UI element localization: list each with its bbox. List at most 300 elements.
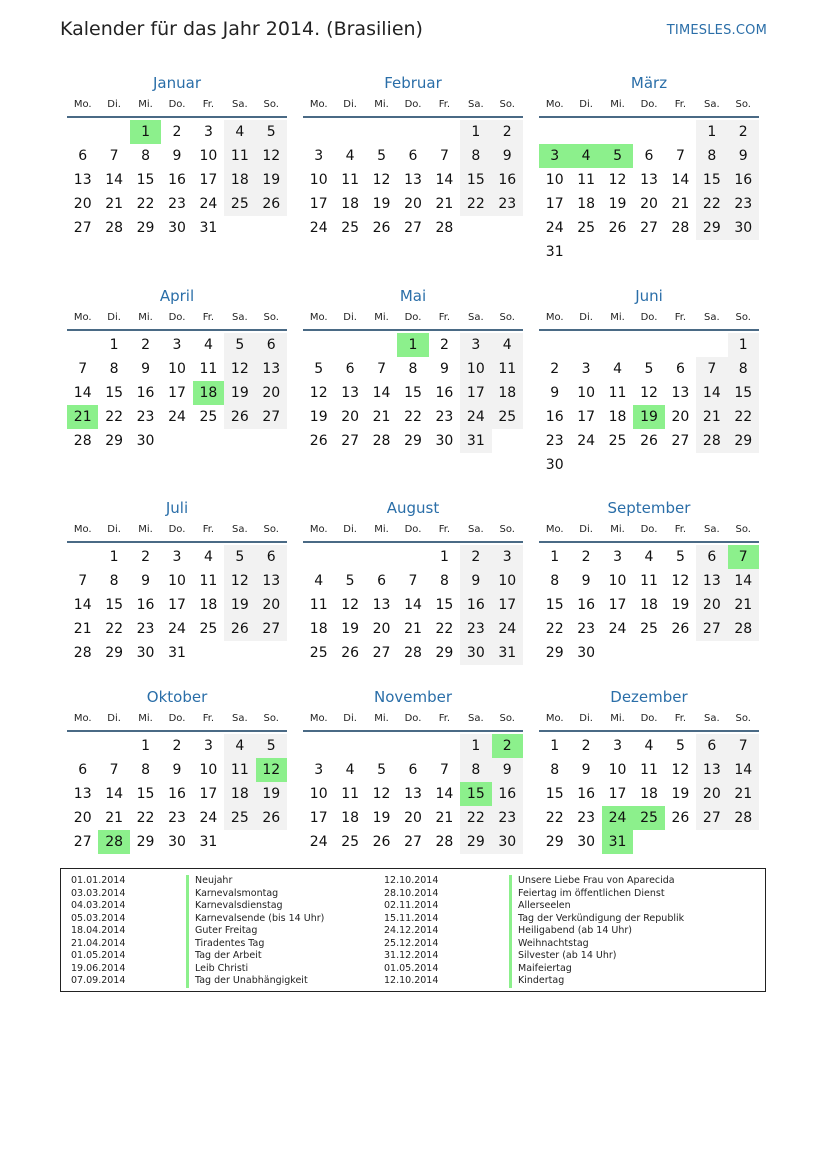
- day-cell[interactable]: 2: [141, 549, 151, 565]
- day-cell[interactable]: 11: [577, 172, 596, 188]
- day-cell[interactable]: 11: [341, 786, 360, 802]
- day-cell[interactable]: 12: [608, 172, 627, 188]
- day-cell[interactable]: 21: [671, 196, 690, 212]
- day-cell[interactable]: 4: [203, 549, 213, 565]
- day-cell[interactable]: 5: [314, 361, 324, 377]
- day-cell[interactable]: 9: [492, 758, 523, 782]
- day-cell[interactable]: 30: [460, 641, 491, 665]
- day-cell[interactable]: 15: [404, 385, 422, 401]
- day-cell[interactable]: 22: [105, 621, 124, 637]
- day-cell-holiday[interactable]: 3: [539, 144, 570, 168]
- day-cell[interactable]: 14: [728, 758, 759, 782]
- day-cell[interactable]: 15: [728, 381, 759, 405]
- day-cell[interactable]: 6: [696, 734, 727, 758]
- day-cell[interactable]: 11: [640, 573, 658, 589]
- day-cell[interactable]: 27: [372, 645, 391, 661]
- day-cell[interactable]: 5: [256, 734, 287, 758]
- day-cell[interactable]: 7: [439, 762, 449, 778]
- day-cell[interactable]: 11: [640, 762, 658, 778]
- day-cell[interactable]: 25: [608, 433, 627, 449]
- day-cell[interactable]: 19: [224, 381, 255, 405]
- day-cell[interactable]: 12: [256, 144, 287, 168]
- day-cell[interactable]: 6: [408, 762, 418, 778]
- day-cell[interactable]: 26: [671, 810, 690, 826]
- day-cell[interactable]: 24: [608, 621, 627, 637]
- day-cell-holiday[interactable]: 2: [492, 734, 523, 758]
- day-cell[interactable]: 26: [671, 621, 690, 637]
- day-cell[interactable]: 5: [256, 120, 287, 144]
- day-cell[interactable]: 6: [644, 148, 654, 164]
- day-cell[interactable]: 19: [256, 782, 287, 806]
- day-cell-holiday[interactable]: 7: [728, 545, 759, 569]
- day-cell[interactable]: 20: [640, 196, 658, 212]
- day-cell-holiday[interactable]: 12: [256, 758, 287, 782]
- day-cell[interactable]: 12: [224, 569, 255, 593]
- day-cell[interactable]: 18: [199, 597, 218, 613]
- day-cell[interactable]: 9: [728, 144, 759, 168]
- day-cell[interactable]: 31: [199, 834, 218, 850]
- day-cell[interactable]: 14: [696, 381, 727, 405]
- day-cell-holiday[interactable]: 21: [67, 405, 98, 429]
- day-cell[interactable]: 4: [314, 573, 324, 589]
- day-cell[interactable]: 17: [608, 786, 627, 802]
- day-cell[interactable]: 3: [172, 549, 182, 565]
- day-cell[interactable]: 18: [492, 381, 523, 405]
- day-cell[interactable]: 26: [256, 806, 287, 830]
- day-cell[interactable]: 29: [136, 220, 155, 236]
- day-cell[interactable]: 31: [168, 645, 186, 661]
- day-cell[interactable]: 12: [309, 385, 328, 401]
- day-cell[interactable]: 14: [372, 385, 391, 401]
- day-cell[interactable]: 15: [105, 385, 124, 401]
- day-cell[interactable]: 4: [345, 762, 355, 778]
- day-cell[interactable]: 8: [460, 144, 491, 168]
- day-cell[interactable]: 21: [728, 782, 759, 806]
- day-cell[interactable]: 16: [435, 385, 454, 401]
- day-cell-holiday[interactable]: 19: [633, 405, 664, 429]
- day-cell[interactable]: 16: [545, 409, 564, 425]
- day-cell[interactable]: 11: [309, 597, 328, 613]
- day-cell[interactable]: 3: [314, 762, 324, 778]
- day-cell[interactable]: 9: [492, 144, 523, 168]
- day-cell[interactable]: 19: [224, 593, 255, 617]
- day-cell-holiday[interactable]: 25: [633, 806, 664, 830]
- day-cell[interactable]: 26: [640, 433, 658, 449]
- day-cell[interactable]: 21: [105, 196, 124, 212]
- day-cell[interactable]: 8: [141, 148, 151, 164]
- day-cell[interactable]: 3: [613, 549, 623, 565]
- day-cell[interactable]: 4: [345, 148, 355, 164]
- day-cell-holiday[interactable]: 1: [130, 120, 161, 144]
- day-cell[interactable]: 16: [492, 168, 523, 192]
- day-cell[interactable]: 26: [372, 220, 391, 236]
- day-cell[interactable]: 29: [545, 834, 564, 850]
- day-cell[interactable]: 27: [671, 433, 690, 449]
- day-cell[interactable]: 9: [172, 148, 182, 164]
- day-cell[interactable]: 4: [224, 120, 255, 144]
- day-cell[interactable]: 30: [168, 220, 186, 236]
- day-cell[interactable]: 11: [608, 385, 627, 401]
- day-cell-holiday[interactable]: 18: [193, 381, 224, 405]
- day-cell[interactable]: 16: [460, 593, 491, 617]
- day-cell[interactable]: 3: [613, 738, 623, 754]
- day-cell[interactable]: 5: [675, 549, 685, 565]
- day-cell[interactable]: 28: [73, 433, 92, 449]
- day-cell[interactable]: 31: [199, 220, 218, 236]
- day-cell[interactable]: 28: [404, 645, 422, 661]
- day-cell[interactable]: 22: [460, 192, 491, 216]
- day-cell[interactable]: 25: [341, 220, 360, 236]
- day-cell[interactable]: 19: [341, 621, 360, 637]
- day-cell[interactable]: 30: [728, 216, 759, 240]
- day-cell[interactable]: 31: [492, 641, 523, 665]
- day-cell[interactable]: 23: [492, 192, 523, 216]
- day-cell[interactable]: 12: [372, 786, 391, 802]
- day-cell[interactable]: 6: [256, 333, 287, 357]
- day-cell[interactable]: 17: [309, 810, 328, 826]
- day-cell[interactable]: 10: [199, 762, 218, 778]
- day-cell[interactable]: 25: [224, 192, 255, 216]
- brand-link[interactable]: TIMESLES.COM: [666, 23, 767, 38]
- day-cell[interactable]: 9: [581, 573, 591, 589]
- day-cell[interactable]: 8: [728, 357, 759, 381]
- day-cell[interactable]: 8: [460, 758, 491, 782]
- day-cell[interactable]: 30: [435, 433, 454, 449]
- day-cell[interactable]: 17: [608, 597, 627, 613]
- day-cell[interactable]: 4: [613, 361, 623, 377]
- day-cell[interactable]: 6: [345, 361, 355, 377]
- day-cell[interactable]: 18: [341, 196, 360, 212]
- day-cell[interactable]: 27: [256, 405, 287, 429]
- day-cell[interactable]: 4: [644, 738, 654, 754]
- day-cell[interactable]: 10: [309, 172, 328, 188]
- day-cell[interactable]: 21: [435, 196, 454, 212]
- day-cell[interactable]: 9: [581, 762, 591, 778]
- day-cell[interactable]: 28: [73, 645, 92, 661]
- day-cell[interactable]: 28: [435, 834, 454, 850]
- day-cell[interactable]: 3: [492, 545, 523, 569]
- day-cell[interactable]: 1: [550, 738, 560, 754]
- day-cell[interactable]: 29: [105, 645, 124, 661]
- day-cell[interactable]: 17: [460, 381, 491, 405]
- day-cell[interactable]: 18: [341, 810, 360, 826]
- day-cell[interactable]: 23: [136, 409, 155, 425]
- day-cell[interactable]: 16: [136, 597, 155, 613]
- day-cell[interactable]: 19: [671, 786, 690, 802]
- day-cell[interactable]: 21: [372, 409, 391, 425]
- day-cell[interactable]: 26: [224, 617, 255, 641]
- day-cell[interactable]: 3: [314, 148, 324, 164]
- day-cell[interactable]: 1: [109, 337, 119, 353]
- day-cell[interactable]: 25: [224, 806, 255, 830]
- day-cell[interactable]: 19: [608, 196, 627, 212]
- day-cell[interactable]: 19: [309, 409, 328, 425]
- day-cell[interactable]: 20: [256, 593, 287, 617]
- day-cell[interactable]: 26: [608, 220, 627, 236]
- day-cell[interactable]: 8: [109, 573, 119, 589]
- day-cell-holiday[interactable]: 4: [570, 144, 601, 168]
- day-cell[interactable]: 11: [224, 758, 255, 782]
- day-cell[interactable]: 28: [435, 220, 454, 236]
- day-cell[interactable]: 4: [203, 337, 213, 353]
- day-cell[interactable]: 6: [696, 545, 727, 569]
- day-cell[interactable]: 25: [492, 405, 523, 429]
- day-cell[interactable]: 22: [136, 196, 155, 212]
- day-cell[interactable]: 17: [545, 196, 564, 212]
- day-cell[interactable]: 10: [608, 573, 627, 589]
- day-cell[interactable]: 21: [404, 621, 422, 637]
- day-cell[interactable]: 15: [435, 597, 454, 613]
- day-cell[interactable]: 12: [640, 385, 658, 401]
- day-cell[interactable]: 14: [404, 597, 422, 613]
- day-cell[interactable]: 10: [492, 569, 523, 593]
- day-cell[interactable]: 14: [671, 172, 690, 188]
- day-cell[interactable]: 29: [545, 645, 564, 661]
- day-cell[interactable]: 29: [105, 433, 124, 449]
- day-cell[interactable]: 16: [168, 172, 186, 188]
- day-cell-holiday[interactable]: 1: [397, 333, 428, 357]
- day-cell[interactable]: 10: [545, 172, 564, 188]
- day-cell[interactable]: 18: [224, 168, 255, 192]
- day-cell[interactable]: 27: [404, 834, 422, 850]
- day-cell[interactable]: 6: [78, 148, 88, 164]
- day-cell[interactable]: 18: [577, 196, 596, 212]
- day-cell[interactable]: 8: [408, 361, 418, 377]
- day-cell[interactable]: 22: [728, 405, 759, 429]
- day-cell[interactable]: 16: [136, 385, 155, 401]
- day-cell[interactable]: 5: [224, 333, 255, 357]
- day-cell[interactable]: 2: [460, 545, 491, 569]
- day-cell[interactable]: 13: [372, 597, 391, 613]
- day-cell[interactable]: 4: [492, 333, 523, 357]
- day-cell[interactable]: 28: [372, 433, 391, 449]
- day-cell[interactable]: 7: [109, 762, 119, 778]
- day-cell[interactable]: 21: [696, 405, 727, 429]
- day-cell[interactable]: 5: [224, 545, 255, 569]
- day-cell[interactable]: 19: [372, 196, 391, 212]
- day-cell[interactable]: 10: [608, 762, 627, 778]
- day-cell[interactable]: 8: [141, 762, 151, 778]
- day-cell[interactable]: 1: [141, 738, 151, 754]
- day-cell-holiday[interactable]: 24: [602, 806, 633, 830]
- day-cell[interactable]: 27: [404, 220, 422, 236]
- day-cell[interactable]: 24: [460, 405, 491, 429]
- day-cell[interactable]: 17: [199, 172, 218, 188]
- day-cell[interactable]: 11: [492, 357, 523, 381]
- day-cell[interactable]: 22: [404, 409, 422, 425]
- day-cell[interactable]: 3: [581, 361, 591, 377]
- day-cell[interactable]: 20: [404, 196, 422, 212]
- day-cell[interactable]: 2: [492, 120, 523, 144]
- day-cell[interactable]: 2: [439, 337, 449, 353]
- day-cell[interactable]: 24: [309, 834, 328, 850]
- day-cell[interactable]: 29: [435, 645, 454, 661]
- day-cell-holiday[interactable]: 31: [602, 830, 633, 854]
- day-cell-holiday[interactable]: 28: [98, 830, 129, 854]
- day-cell[interactable]: 22: [696, 192, 727, 216]
- day-cell[interactable]: 12: [671, 762, 690, 778]
- day-cell[interactable]: 25: [577, 220, 596, 236]
- day-cell[interactable]: 13: [696, 569, 727, 593]
- day-cell[interactable]: 18: [640, 597, 658, 613]
- day-cell[interactable]: 29: [460, 830, 491, 854]
- day-cell[interactable]: 3: [203, 124, 213, 140]
- day-cell[interactable]: 6: [377, 573, 387, 589]
- day-cell[interactable]: 26: [372, 834, 391, 850]
- day-cell[interactable]: 5: [345, 573, 355, 589]
- day-cell[interactable]: 14: [73, 385, 92, 401]
- day-cell[interactable]: 23: [435, 409, 454, 425]
- day-cell[interactable]: 13: [73, 172, 92, 188]
- day-cell[interactable]: 24: [309, 220, 328, 236]
- day-cell[interactable]: 28: [696, 429, 727, 453]
- day-cell[interactable]: 7: [696, 357, 727, 381]
- day-cell[interactable]: 10: [577, 385, 596, 401]
- day-cell[interactable]: 22: [136, 810, 155, 826]
- day-cell[interactable]: 9: [141, 573, 151, 589]
- day-cell[interactable]: 28: [105, 220, 124, 236]
- day-cell[interactable]: 14: [435, 172, 454, 188]
- day-cell[interactable]: 1: [109, 549, 119, 565]
- day-cell[interactable]: 21: [105, 810, 124, 826]
- day-cell[interactable]: 25: [341, 834, 360, 850]
- day-cell[interactable]: 2: [172, 124, 182, 140]
- day-cell[interactable]: 16: [577, 597, 596, 613]
- day-cell[interactable]: 11: [224, 144, 255, 168]
- day-cell[interactable]: 25: [309, 645, 328, 661]
- day-cell[interactable]: 26: [309, 433, 328, 449]
- day-cell[interactable]: 17: [168, 597, 186, 613]
- day-cell[interactable]: 30: [136, 433, 155, 449]
- day-cell[interactable]: 26: [341, 645, 360, 661]
- day-cell[interactable]: 20: [372, 621, 391, 637]
- day-cell[interactable]: 13: [640, 172, 658, 188]
- day-cell[interactable]: 22: [545, 621, 564, 637]
- day-cell[interactable]: 19: [256, 168, 287, 192]
- day-cell[interactable]: 18: [608, 409, 627, 425]
- day-cell[interactable]: 29: [136, 834, 155, 850]
- day-cell[interactable]: 6: [675, 361, 685, 377]
- day-cell[interactable]: 11: [199, 573, 218, 589]
- day-cell[interactable]: 23: [136, 621, 155, 637]
- day-cell[interactable]: 16: [728, 168, 759, 192]
- day-cell[interactable]: 29: [728, 429, 759, 453]
- day-cell[interactable]: 23: [168, 810, 186, 826]
- day-cell[interactable]: 9: [172, 762, 182, 778]
- day-cell[interactable]: 10: [168, 573, 186, 589]
- day-cell[interactable]: 20: [696, 593, 727, 617]
- day-cell[interactable]: 7: [109, 148, 119, 164]
- day-cell[interactable]: 24: [199, 196, 218, 212]
- day-cell[interactable]: 9: [460, 569, 491, 593]
- day-cell[interactable]: 7: [78, 361, 88, 377]
- day-cell[interactable]: 1: [439, 549, 449, 565]
- day-cell[interactable]: 3: [460, 333, 491, 357]
- day-cell[interactable]: 13: [404, 172, 422, 188]
- day-cell[interactable]: 12: [671, 573, 690, 589]
- day-cell[interactable]: 7: [675, 148, 685, 164]
- day-cell[interactable]: 2: [581, 738, 591, 754]
- day-cell[interactable]: 2: [728, 120, 759, 144]
- day-cell[interactable]: 20: [73, 196, 92, 212]
- day-cell[interactable]: 29: [404, 433, 422, 449]
- day-cell[interactable]: 30: [545, 457, 564, 473]
- day-cell[interactable]: 29: [696, 216, 727, 240]
- day-cell[interactable]: 8: [439, 573, 449, 589]
- day-cell[interactable]: 5: [644, 361, 654, 377]
- day-cell[interactable]: 24: [168, 409, 186, 425]
- day-cell[interactable]: 1: [696, 120, 727, 144]
- day-cell[interactable]: 15: [545, 786, 564, 802]
- day-cell[interactable]: 25: [199, 621, 218, 637]
- day-cell[interactable]: 27: [256, 617, 287, 641]
- day-cell[interactable]: 1: [550, 549, 560, 565]
- day-cell[interactable]: 27: [696, 617, 727, 641]
- day-cell[interactable]: 19: [372, 810, 391, 826]
- day-cell[interactable]: 14: [435, 786, 454, 802]
- day-cell[interactable]: 21: [73, 621, 92, 637]
- day-cell[interactable]: 13: [256, 569, 287, 593]
- day-cell[interactable]: 5: [377, 762, 387, 778]
- day-cell[interactable]: 27: [696, 806, 727, 830]
- day-cell[interactable]: 17: [492, 593, 523, 617]
- day-cell[interactable]: 1: [460, 120, 491, 144]
- day-cell[interactable]: 11: [199, 361, 218, 377]
- day-cell[interactable]: 10: [168, 361, 186, 377]
- day-cell[interactable]: 31: [460, 429, 491, 453]
- day-cell[interactable]: 19: [671, 597, 690, 613]
- day-cell[interactable]: 12: [341, 597, 360, 613]
- day-cell[interactable]: 12: [224, 357, 255, 381]
- day-cell[interactable]: 17: [577, 409, 596, 425]
- day-cell[interactable]: 13: [671, 385, 690, 401]
- day-cell[interactable]: 14: [105, 172, 124, 188]
- day-cell[interactable]: 15: [545, 597, 564, 613]
- day-cell[interactable]: 1: [728, 333, 759, 357]
- day-cell[interactable]: 24: [577, 433, 596, 449]
- day-cell[interactable]: 10: [199, 148, 218, 164]
- day-cell[interactable]: 13: [256, 357, 287, 381]
- day-cell[interactable]: 9: [550, 385, 560, 401]
- day-cell[interactable]: 2: [141, 337, 151, 353]
- day-cell[interactable]: 9: [141, 361, 151, 377]
- day-cell[interactable]: 15: [696, 168, 727, 192]
- day-cell[interactable]: 20: [341, 409, 360, 425]
- day-cell[interactable]: 11: [341, 172, 360, 188]
- day-cell[interactable]: 10: [460, 357, 491, 381]
- day-cell[interactable]: 3: [203, 738, 213, 754]
- day-cell[interactable]: 18: [224, 782, 255, 806]
- day-cell[interactable]: 30: [136, 645, 155, 661]
- day-cell[interactable]: 28: [728, 617, 759, 641]
- day-cell[interactable]: 28: [728, 806, 759, 830]
- day-cell[interactable]: 20: [73, 810, 92, 826]
- day-cell[interactable]: 16: [492, 782, 523, 806]
- day-cell[interactable]: 16: [168, 786, 186, 802]
- day-cell[interactable]: 15: [460, 168, 491, 192]
- day-cell[interactable]: 21: [435, 810, 454, 826]
- day-cell[interactable]: 23: [577, 810, 596, 826]
- day-cell[interactable]: 17: [168, 385, 186, 401]
- day-cell[interactable]: 14: [73, 597, 92, 613]
- day-cell[interactable]: 20: [404, 810, 422, 826]
- day-cell[interactable]: 16: [577, 786, 596, 802]
- day-cell[interactable]: 8: [550, 573, 560, 589]
- day-cell[interactable]: 24: [492, 617, 523, 641]
- day-cell[interactable]: 21: [728, 593, 759, 617]
- day-cell[interactable]: 23: [728, 192, 759, 216]
- day-cell[interactable]: 4: [644, 549, 654, 565]
